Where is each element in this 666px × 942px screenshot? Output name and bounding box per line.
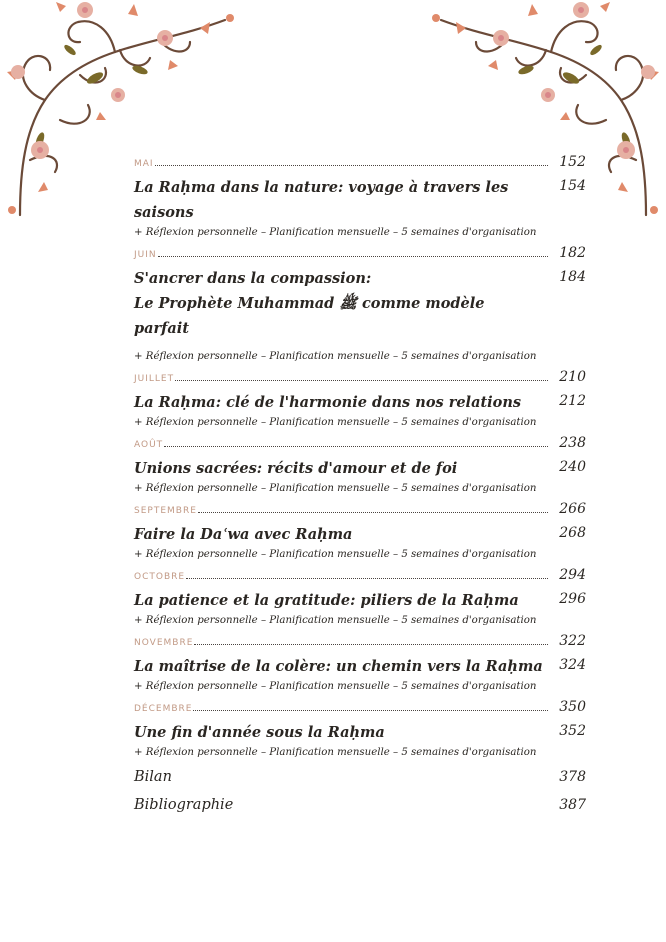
month-page-number: 152 [559,154,586,170]
chapter-row [134,456,586,481]
month-row [134,435,586,456]
chapter-title-line: S'ancrer dans la compassion: [134,270,372,287]
chapter-page-number: 324 [559,657,586,673]
chapter-row [134,266,586,341]
chapter-page-number: 212 [559,393,586,409]
chapter-page-number: 352 [559,723,586,739]
chapter-title-line: Le Prophète Muhammad ﷺ comme modèle parfait [134,295,485,337]
chapter-page-number: 240 [559,459,586,475]
month-page-number: 210 [559,369,586,385]
chapter-row [134,390,586,415]
month-row [134,633,586,654]
month-row [134,369,586,390]
chapter-row [134,720,586,745]
dot-leader [194,643,548,645]
chapter-title-line: La maîtrise de la colère: un chemin vers la Raḥma [134,658,543,675]
chapter-page-number: 184 [559,269,586,285]
chapter-subtitle: + Réflexion personnelle – Planification mensuelle – 5 semaines d'organisation [134,615,537,626]
month-label: OCTOBRE [134,572,186,582]
chapter-title [134,654,544,679]
chapter-title [134,720,544,745]
chapter-subtitle: + Réflexion personnelle – Planification mensuelle – 5 semaines d'organisation [134,681,537,692]
chapter-title-line: Unions sacrées: récits d'amour et de foi [134,460,458,477]
month-row [134,501,586,522]
chapter-page-number: 268 [559,525,586,541]
dot-leader [158,255,548,257]
chapter-title-line: Une fin d'année sous la Raḥma [134,724,385,741]
chapter-subtitle: + Réflexion personnelle – Planification mensuelle – 5 semaines d'organisation [134,747,537,758]
chapter-page-number: 296 [559,591,586,607]
chapter-title [134,175,544,225]
extra-entry-row [134,791,586,819]
extra-entry-row [134,763,586,791]
month-row [134,567,586,588]
month-page-number: 266 [559,501,586,517]
chapter-title-line: Faire la Daʿwa avec Raḥma [134,526,353,543]
extra-entry-title: Bibliographie [134,797,234,813]
month-label: JUILLET [134,374,175,384]
table-of-contents [134,150,586,819]
chapter-subtitle: + Réflexion personnelle – Planification mensuelle – 5 semaines d'organisation [134,483,537,494]
toc-extras [134,763,586,819]
chapter-subtitle: + Réflexion personnelle – Planification mensuelle – 5 semaines d'organisation [134,351,537,362]
chapter-row [134,175,586,225]
dot-leader [193,709,548,711]
chapter-title [134,266,544,341]
extra-entry-page: 378 [559,769,586,785]
month-label: NOVEMBRE [134,638,194,648]
chapter-subtitle: + Réflexion personnelle – Planification mensuelle – 5 semaines d'organisation [134,417,537,428]
chapter-title-line: La Raḥma: clé de l'harmonie dans nos relations [134,394,522,411]
month-page-number: 322 [559,633,586,649]
chapter-title [134,522,544,547]
extra-entry-title: Bilan [134,769,172,785]
month-label: SEPTEMBRE [134,506,197,516]
month-row [134,699,586,720]
chapter-page-number: 154 [559,178,586,194]
month-row [134,245,586,266]
chapter-subtitle: + Réflexion personnelle – Planification mensuelle – 5 semaines d'organisation [134,227,537,238]
month-page-number: 294 [559,567,586,583]
dot-leader [175,379,548,381]
dot-leader [155,164,548,166]
chapter-row [134,522,586,547]
chapter-title-line: La Raḥma dans la nature: voyage à travers les saisons [134,179,509,221]
chapter-title-line: La patience et la gratitude: piliers de la Raḥma [134,592,519,609]
month-label: AOÛT [134,440,164,450]
month-page-number: 350 [559,699,586,715]
dot-leader [186,577,548,579]
dot-leader [164,445,548,447]
month-label: MAI [134,159,154,169]
month-row [134,154,586,175]
chapter-title [134,456,544,481]
chapter-title [134,588,544,613]
month-label: DÉCEMBRE [134,704,193,714]
month-page-number: 182 [559,245,586,261]
month-page-number: 238 [559,435,586,451]
toc-sections [134,154,586,761]
chapter-subtitle: + Réflexion personnelle – Planification mensuelle – 5 semaines d'organisation [134,549,537,560]
chapter-title [134,390,544,415]
extra-entry-page: 387 [559,797,586,813]
month-label: JUIN [134,250,157,260]
chapter-row [134,654,586,679]
chapter-row [134,588,586,613]
dot-leader [198,511,548,513]
